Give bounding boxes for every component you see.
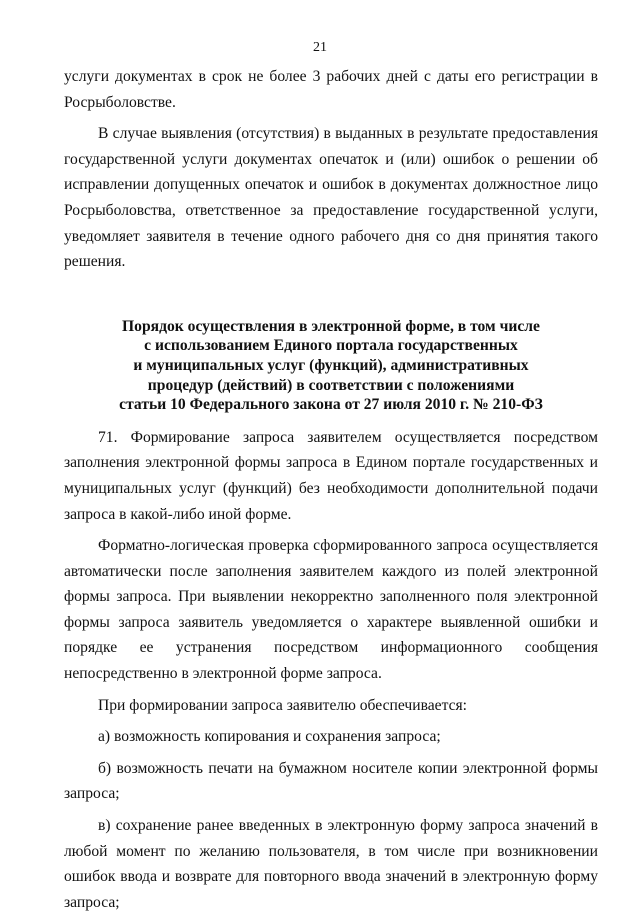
section-heading xyxy=(64,317,598,415)
paragraph-item-71: 71. Формирование запроса заявителем осуществляется посредством заполнения электронной формы запроса в Едином портале государственных и муниципальных услуг (функций) без необходимости дополнительной подачи запроса в какой-либо иной форме. xyxy=(64,428,598,523)
paragraph-provisions-intro: При формировании запроса заявителю обеспечивается: xyxy=(98,696,467,714)
heading-line: Порядок осуществления в электронной форме, в том числе xyxy=(122,317,540,335)
heading-line: с использованием Единого портала государственных xyxy=(144,337,518,355)
list-item-b: б) возможность печати на бумажном носителе копии электронной формы запроса; xyxy=(64,759,598,803)
paragraph-format-check: Форматно-логическая проверка сформированного запроса осуществляется автоматически после заполнения заявителем каждого из полей электронной формы запроса. При выявлении некорректно заполненного поля электронной формы запроса заявитель уведомляется о характере выявленной ошибки и порядке ее устранения посредством информационного сообщения непосредственно в электронной форме запроса. xyxy=(64,537,598,683)
list-item-a: а) возможность копирования и сохранения запроса; xyxy=(98,728,441,746)
page-content xyxy=(64,64,598,915)
paragraph-corrections: В случае выявления (отсутствия) в выданных в результате предоставления государственной услуги документах опечаток и (или) ошибок о решении об исправлении допущенных опечаток и ошибок в документах должностное лицо Росрыболовства, ответственное за предоставление государственной услуги, уведомляет заявителя в течение одного рабочего дня со дня принятия такого решения. xyxy=(64,125,598,271)
list-item-v: в) сохранение ранее введенных в электронную форму запроса значений в любой момент по желанию пользователя, в том числе при возникновении ошибок ввода и возврате для повторного ввода значений в электронную форму запроса; xyxy=(64,817,598,911)
heading-line: статьи 10 Федерального закона от 27 июля 2010 г. № 210-ФЗ xyxy=(119,396,543,414)
page-number: 21 xyxy=(313,40,327,55)
heading-line: и муниципальных услуг (функций), административных xyxy=(133,356,529,374)
heading-line: процедур (действий) в соответствии с положениями xyxy=(147,376,515,394)
paragraph-continuation: услуги документах в срок не более 3 рабочих дней с даты его регистрации в Росрыболовстве. xyxy=(64,68,598,111)
